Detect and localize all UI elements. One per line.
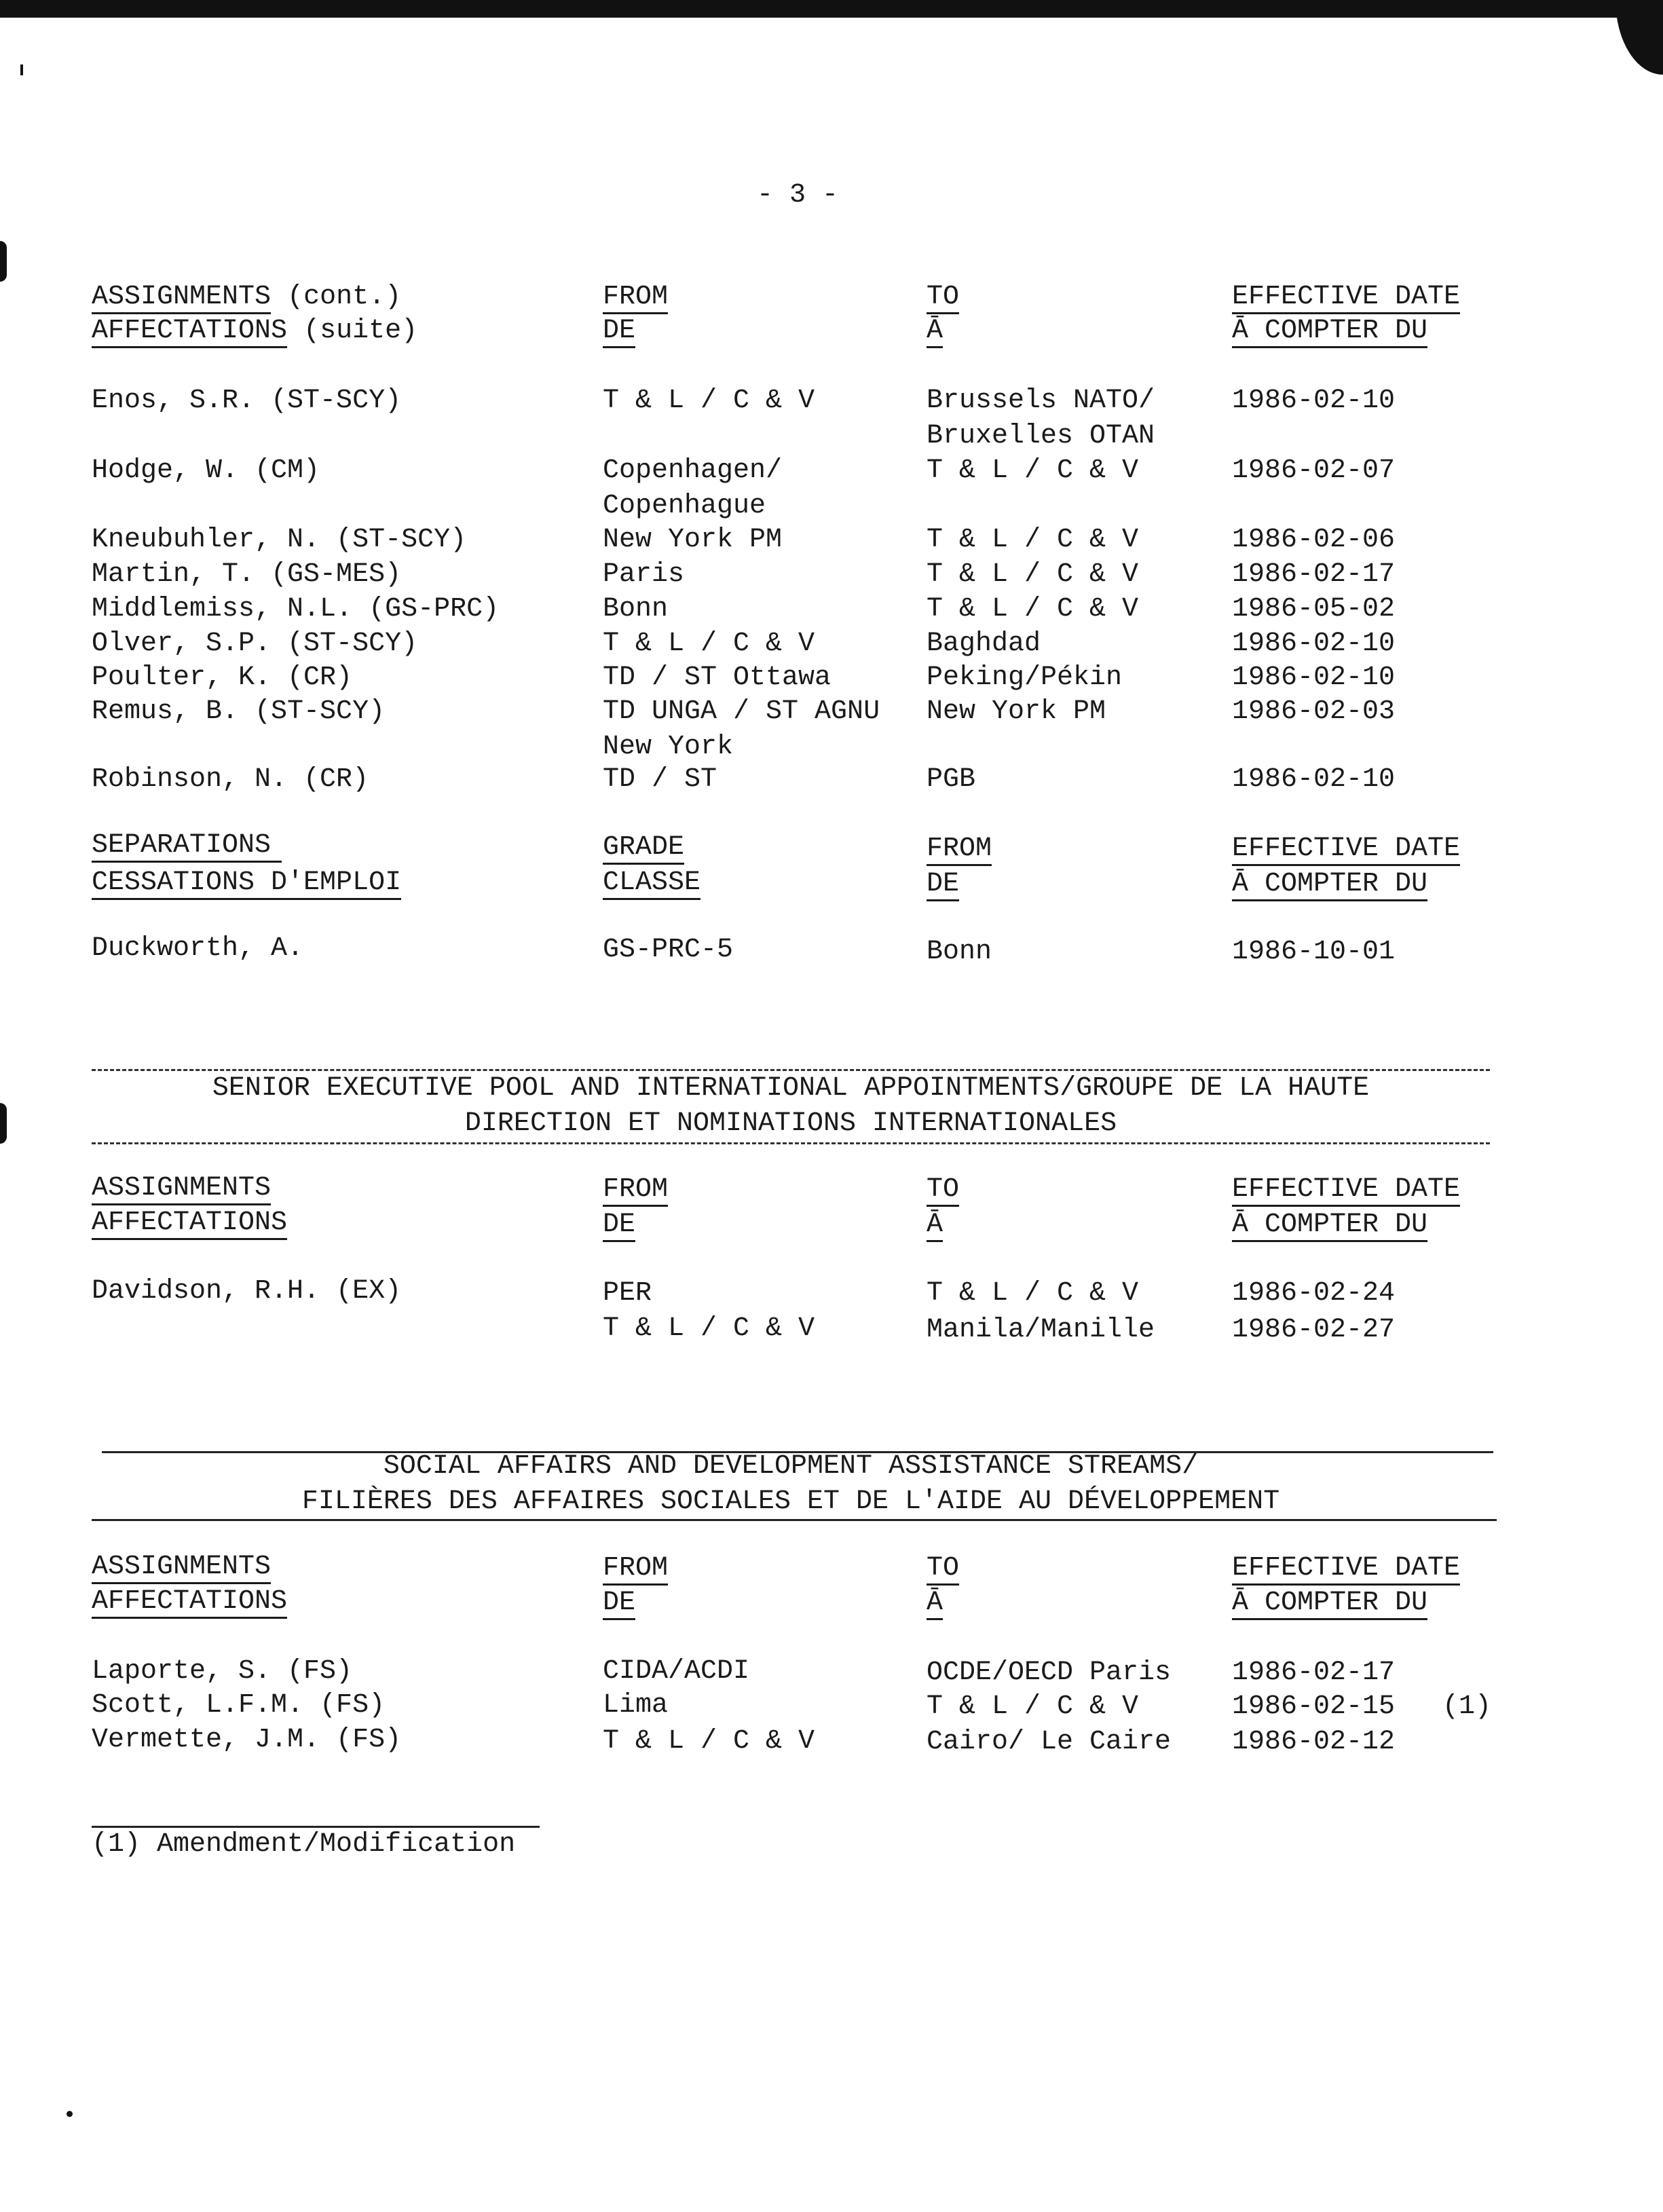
row-from: T & L / C & V <box>603 386 815 416</box>
row-to: PGB <box>927 764 976 795</box>
header-grade: GRADE <box>603 830 684 865</box>
row-date: 1986-02-15 <box>1232 1691 1396 1722</box>
row-date: 1986-02-27 <box>1232 1315 1396 1345</box>
row-name: Martin, T. (GS-MES) <box>92 559 402 590</box>
row-from: TD / ST <box>603 764 717 795</box>
row-from: TD UNGA / ST AGNU <box>603 696 880 727</box>
header-effective-date: EFFECTIVE DATE <box>1232 1172 1460 1207</box>
header-to: TO <box>927 280 959 315</box>
header-classe: CLASSE <box>603 865 700 901</box>
row-from-cont: New York <box>603 732 734 762</box>
row-to: T & L / C & V <box>927 525 1139 555</box>
row-name: Remus, B. (ST-SCY) <box>92 696 386 727</box>
row-name: Robinson, N. (CR) <box>92 764 369 795</box>
row-grade: GS-PRC-5 <box>603 935 734 965</box>
row-from: Bonn <box>927 937 992 967</box>
row-name: Laporte, S. (FS) <box>92 1656 353 1687</box>
row-to-cont: Bruxelles OTAN <box>927 421 1155 451</box>
row-from: Copenhagen/ <box>603 455 783 486</box>
header-a: Ā <box>927 1586 943 1621</box>
row-from: PER <box>603 1278 652 1309</box>
header-de: DE <box>603 1586 635 1621</box>
header-a-compter-du: Ā COMPTER DU <box>1232 314 1427 349</box>
row-date: 1986-02-03 <box>1232 696 1396 727</box>
row-date: 1986-02-12 <box>1232 1727 1396 1757</box>
row-from: New York PM <box>603 525 783 555</box>
row-date: 1986-02-24 <box>1232 1278 1396 1309</box>
row-date: 1986-02-07 <box>1232 455 1396 486</box>
scan-mark <box>0 241 7 282</box>
row-from: T & L / C & V <box>603 629 815 659</box>
header-cessations: CESSATIONS D'EMPLOI <box>92 865 401 901</box>
row-date: 1986-02-10 <box>1232 662 1396 693</box>
row-from: T & L / C & V <box>603 1726 815 1757</box>
row-name: Hodge, W. (CM) <box>92 455 320 486</box>
row-name: Olver, S.P. (ST-SCY) <box>92 629 418 659</box>
row-date: 1986-02-10 <box>1232 386 1396 416</box>
row-date: 1986-10-01 <box>1232 937 1396 967</box>
header-assignments: ASSIGNMENTS <box>92 1550 271 1585</box>
header-a: Ā <box>927 314 943 349</box>
row-date: 1986-02-10 <box>1232 629 1396 659</box>
row-date: 1986-02-06 <box>1232 525 1396 555</box>
header-de: DE <box>603 1207 635 1243</box>
row-date: 1986-05-02 <box>1232 594 1396 624</box>
row-name: Poulter, K. (CR) <box>92 662 353 693</box>
header-from: FROM <box>927 831 992 867</box>
row-name: Enos, S.R. (ST-SCY) <box>92 386 402 416</box>
header-from: FROM <box>603 280 668 315</box>
scan-corner <box>1615 0 1663 75</box>
header-effective-date: EFFECTIVE DATE <box>1232 1551 1460 1586</box>
row-to: T & L / C & V <box>927 1691 1139 1722</box>
header-affectations: AFFECTATIONS <box>92 1205 287 1241</box>
row-date: 1986-02-17 <box>1232 559 1396 590</box>
divider <box>92 1519 1497 1521</box>
row-to: Cairo/ Le Caire <box>927 1727 1172 1757</box>
row-to: T & L / C & V <box>927 455 1139 486</box>
header-de: DE <box>927 867 959 902</box>
row-name: Davidson, R.H. (EX) <box>92 1276 402 1307</box>
row-to: Baghdad <box>927 629 1041 659</box>
row-to: T & L / C & V <box>927 1278 1139 1309</box>
section-title: DIRECTION ET NOMINATIONS INTERNATIONALES <box>464 1108 1117 1139</box>
header-a-compter-du: Ā COMPTER DU <box>1232 1586 1427 1621</box>
header-a-compter-du: Ā COMPTER DU <box>1232 867 1427 902</box>
header-affectations: AFFECTATIONS <box>92 1584 287 1619</box>
header-a-compter-du: Ā COMPTER DU <box>1232 1207 1427 1243</box>
row-from: Lima <box>603 1690 669 1721</box>
scan-top-edge <box>0 0 1663 18</box>
row-name: Vermette, J.M. (FS) <box>92 1725 402 1755</box>
scan-mark <box>67 2111 73 2117</box>
header-de: DE <box>603 314 635 349</box>
row-name: Duckworth, A. <box>92 933 304 964</box>
section-title: FILIÈRES DES AFFAIRES SOCIALES ET DE L'AIDE AU DÉVELOPPEMENT <box>301 1486 1280 1517</box>
row-to: T & L / C & V <box>927 559 1139 590</box>
header-assignments: ASSIGNMENTS <box>92 1171 271 1206</box>
section-title: SOCIAL AFFAIRS AND DEVELOPMENT ASSISTANCE STREAMS/ <box>383 1451 1199 1482</box>
header-affectations: AFFECTATIONS (suite) <box>92 314 417 349</box>
row-date: 1986-02-17 <box>1232 1657 1396 1688</box>
header-assignments: ASSIGNMENTS (cont.) <box>92 280 401 315</box>
scan-mark <box>20 64 23 75</box>
row-name: Scott, L.F.M. (FS) <box>92 1690 386 1721</box>
row-to: New York PM <box>927 696 1106 727</box>
row-name: Middlemiss, N.L. (GS-PRC) <box>92 594 500 624</box>
row-to: Manila/Manille <box>927 1315 1155 1345</box>
footnote-ref: (1) <box>1442 1691 1492 1722</box>
row-name: Kneubuhler, N. (ST-SCY) <box>92 525 467 555</box>
row-from: CIDA/ACDI <box>603 1656 750 1687</box>
header-effective-date: EFFECTIVE DATE <box>1232 831 1460 867</box>
row-from-cont: Copenhague <box>603 491 766 521</box>
header-from: FROM <box>603 1172 668 1207</box>
row-date: 1986-02-10 <box>1232 764 1396 795</box>
header-from: FROM <box>603 1551 668 1586</box>
divider <box>92 1142 1490 1144</box>
header-to: TO <box>927 1551 959 1586</box>
row-from: Bonn <box>603 594 669 624</box>
row-from: TD / ST Ottawa <box>603 662 832 693</box>
header-a: Ā <box>927 1207 943 1243</box>
row-from: T & L / C & V <box>603 1313 815 1344</box>
section-title: SENIOR EXECUTIVE POOL AND INTERNATIONAL APPOINTMENTS/GROUPE DE LA HAUTE <box>212 1073 1370 1104</box>
footnote: (1) Amendment/Modification <box>92 1829 516 1860</box>
row-to: Peking/Pékin <box>927 662 1123 693</box>
row-to: T & L / C & V <box>927 594 1139 624</box>
row-to: Brussels NATO/ <box>927 386 1155 416</box>
row-to: OCDE/OECD Paris <box>927 1657 1172 1688</box>
page-number: - 3 - <box>757 180 839 210</box>
header-effective-date: EFFECTIVE DATE <box>1232 280 1460 315</box>
row-from: Paris <box>603 559 685 590</box>
header-to: TO <box>927 1172 959 1207</box>
header-separations: SEPARATIONS <box>92 828 282 863</box>
scan-mark <box>0 1103 7 1144</box>
